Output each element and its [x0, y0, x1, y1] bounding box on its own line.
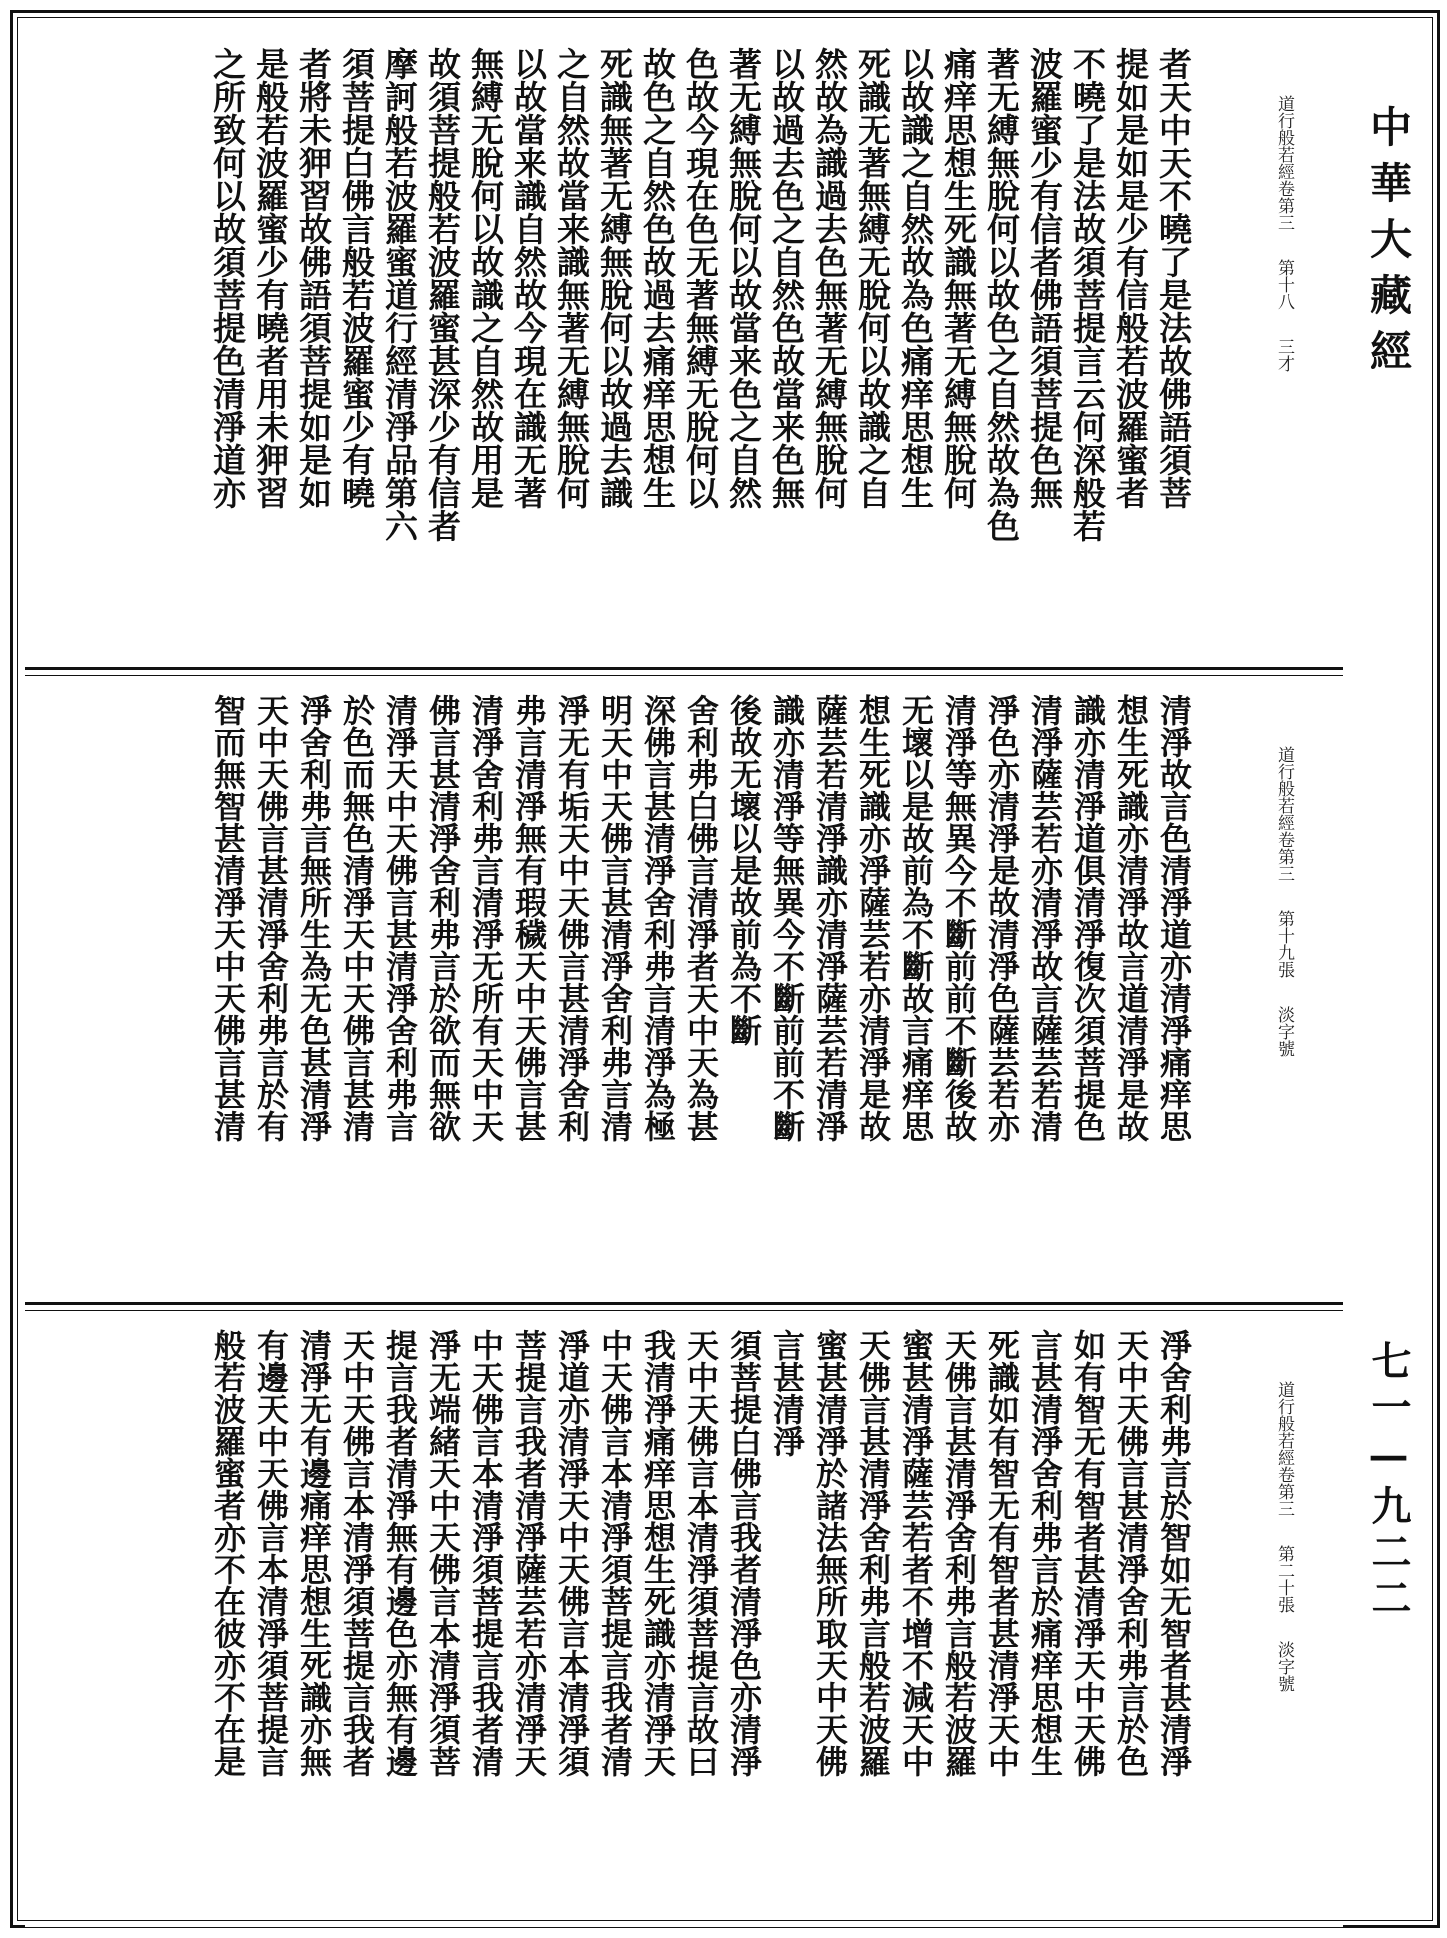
- text-column: 故須菩提般若波羅蜜甚深少有信者: [423, 47, 462, 542]
- text-column: 如有智无有智者甚清淨天中天佛: [1069, 1329, 1107, 1777]
- text-column: 以故過去色之自然色故當来色無: [767, 47, 806, 509]
- text-column: 淨无端緒天中天佛言本清淨須菩: [424, 1329, 462, 1777]
- text-column: 无壞以是故前為不斷故言痛痒思: [897, 694, 935, 1142]
- text-panel-middle: [25, 675, 1343, 1305]
- text-column: 舍利弗白佛言清淨者天中天為甚: [682, 694, 720, 1142]
- text-column: 佛言甚清淨舍利弗言於欲而無欲: [424, 694, 462, 1142]
- text-column: 言甚清淨: [768, 1329, 806, 1457]
- text-column: 以故當来識自然故今現在識无著: [509, 47, 548, 509]
- text-panel-bottom: [25, 1310, 1343, 1927]
- text-column: 淨色亦清淨是故清淨色薩芸若亦: [983, 694, 1021, 1142]
- text-column: 死識如有智无有智者甚清淨天中: [983, 1329, 1021, 1777]
- text-column: 後故无壞以是故前為不斷: [725, 694, 763, 1046]
- text-column: 深佛言甚清淨舍利弗言清淨為極: [639, 694, 677, 1142]
- text-column: 天中天佛言甚清淨舍利弗言於色: [1112, 1329, 1150, 1777]
- text-column: 淨舍利弗言於智如无智者甚清淨: [1155, 1329, 1193, 1777]
- text-column: 於色而無色清淨天中天佛言甚清: [338, 694, 376, 1142]
- text-column: 淨无有垢天中天佛言甚清淨舍利: [553, 694, 591, 1142]
- margin-note-leaf: 第十八: [1274, 259, 1294, 310]
- text-column: 言甚清淨舍利弗言於痛痒思想生: [1026, 1329, 1064, 1777]
- text-column: 明天中天佛言甚清淨舍利弗言清: [596, 694, 634, 1142]
- text-column: 淨道亦清淨天中天佛言本清淨須: [553, 1329, 591, 1777]
- text-column: 識亦清淨道俱清淨復次須菩提色: [1069, 694, 1107, 1142]
- collection-title: 中華大藏經: [1364, 105, 1413, 385]
- text-column: 無縛无脫何以故識之自然故用是: [466, 47, 505, 509]
- text-column: 是般若波羅蜜少有曉者用未狎習: [251, 47, 290, 509]
- text-column: 色故今現在色无著無縛无脫何以: [681, 47, 720, 509]
- text-column: 智而無智甚清淨天中天佛言甚清: [209, 694, 247, 1142]
- text-column: 清淨舍利弗言清淨无所有天中天: [467, 694, 505, 1142]
- margin-note-title: 道行般若經卷第三: [1274, 746, 1294, 882]
- text-column: 須菩提白佛言我者清淨色亦清淨: [725, 1329, 763, 1777]
- text-column: 菩提言我者清淨薩芸若亦清淨天: [510, 1329, 548, 1777]
- text-column: 提言我者清淨無有邊色亦無有邊: [381, 1329, 419, 1777]
- text-columns: [206, 47, 1195, 657]
- text-column: 提如是如是少有信般若波羅蜜者: [1111, 47, 1150, 509]
- text-column: 蜜甚清淨於諸法無所取天中天佛: [811, 1329, 849, 1777]
- text-column: 死識无著無縛无脫何以故識之自: [853, 47, 892, 509]
- text-column: 死識無著无縛無脫何以故過去識: [595, 47, 634, 509]
- chapter-heading: 摩訶般若波羅蜜道行經清淨品第六: [380, 47, 419, 542]
- text-column: 弗言清淨無有瑕穢天中天佛言甚: [510, 694, 548, 1142]
- text-column: 識亦清淨等無異今不斷前前不斷: [768, 694, 806, 1142]
- text-column: 淨舍利弗言無所生為无色甚清淨: [295, 694, 333, 1142]
- text-column: 以故識之自然故為色痛痒思想生: [896, 47, 935, 509]
- text-column: 薩芸若清淨識亦清淨薩芸若清淨: [811, 694, 849, 1142]
- margin-note-title: 道行般若經卷第三: [1274, 1381, 1294, 1517]
- text-column: 故色之自然色故過去痛痒思想生: [638, 47, 677, 509]
- text-column: 痛痒思想生死識無著无縛無脫何: [939, 47, 978, 509]
- margin-note-leaf: 第十九張: [1274, 910, 1294, 978]
- text-column: 著无縛無脫何以故色之自然故為色: [982, 47, 1021, 542]
- margin-note: [1273, 95, 1295, 615]
- text-panel-top: [25, 25, 1343, 670]
- margin-note: [1273, 1381, 1295, 1901]
- margin-note-title: 道行般若經卷第三: [1274, 95, 1294, 231]
- text-column: 波羅蜜少有信者佛語須菩提色無: [1025, 47, 1064, 509]
- margin-note-mark: 三才: [1274, 338, 1294, 372]
- text-column: 然故為識過去色無著无縛無脫何: [810, 47, 849, 509]
- text-column: 清淨等無異今不斷前前不斷後故: [940, 694, 978, 1142]
- text-column: 天佛言甚清淨舍利弗言般若波羅: [940, 1329, 978, 1777]
- text-column: 蜜甚清淨薩芸若者不增不減天中: [897, 1329, 935, 1777]
- text-column: 天中天佛言本清淨須菩提言故曰: [682, 1329, 720, 1777]
- text-column: 清淨无有邊痛痒思想生死識亦無: [295, 1329, 333, 1777]
- text-column: 天中天佛言本清淨須菩提言我者: [338, 1329, 376, 1777]
- text-column: 般若波羅蜜者亦不在彼亦不在是: [209, 1329, 247, 1777]
- text-column: 中天佛言本清淨須菩提言我者清: [596, 1329, 634, 1777]
- text-column: 須菩提白佛言般若波羅蜜少有曉: [337, 47, 376, 509]
- text-column: 之自然故當来識無著无縛無脫何: [552, 47, 591, 509]
- text-column: 者天中天不曉了是法故佛語須菩: [1154, 47, 1193, 509]
- margin-note-mark: 淡字號: [1274, 1006, 1294, 1057]
- text-column: 不曉了是法故須菩提言云何深般若: [1068, 47, 1107, 542]
- text-column: 清淨故言色清淨道亦清淨痛痒思: [1155, 694, 1193, 1142]
- text-columns: [206, 694, 1195, 1294]
- text-column: 我清淨痛痒思想生死識亦清淨天: [639, 1329, 677, 1777]
- text-column: 天佛言甚清淨舍利弗言般若波羅: [854, 1329, 892, 1777]
- text-column: 者將未狎習故佛語須菩提如是如: [294, 47, 333, 509]
- margin-note-leaf: 第二十張: [1274, 1545, 1294, 1613]
- page-frame: [10, 10, 1440, 1928]
- text-column: 想生死識亦淨薩芸若亦清淨是故: [854, 694, 892, 1142]
- text-column: 著无縛無脫何以故當来色之自然: [724, 47, 763, 509]
- text-column: 想生死識亦清淨故言道清淨是故: [1112, 694, 1150, 1142]
- text-column: 天中天佛言甚清淨舍利弗言於有: [252, 694, 290, 1142]
- text-column: 清淨天中天佛言甚清淨舍利弗言: [381, 694, 419, 1142]
- page-number: 七一—九二二: [1365, 1340, 1412, 1623]
- margin-note: [1273, 746, 1295, 1266]
- text-column: 中天佛言本清淨須菩提言我者清: [467, 1329, 505, 1777]
- text-column: 之所致何以故須菩提色清淨道亦: [208, 47, 247, 509]
- margin-note-mark: 淡字號: [1274, 1641, 1294, 1692]
- text-column: 清淨薩芸若亦清淨故言薩芸若清: [1026, 694, 1064, 1142]
- text-columns: [206, 1329, 1195, 1919]
- text-column: 有邊天中天佛言本清淨須菩提言: [252, 1329, 290, 1777]
